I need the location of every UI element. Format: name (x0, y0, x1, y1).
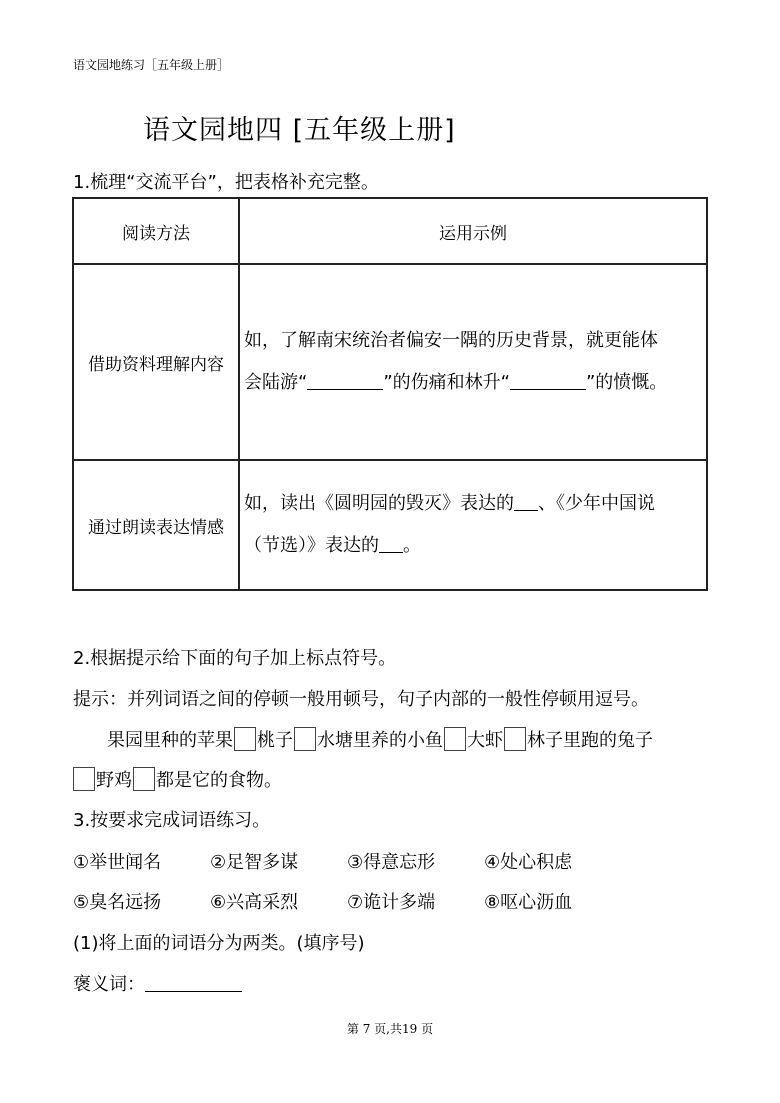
answer-label: 褒义词： (73, 974, 145, 995)
example-line (244, 362, 706, 404)
example-text: ”的伤痛和林升“ (383, 372, 510, 393)
page-footer: 第 7 页,共19 页 (346, 1022, 434, 1036)
table-row (73, 460, 707, 590)
sentence-fragment: 都是它的食物。 (156, 770, 282, 791)
punctuation-box[interactable] (133, 767, 155, 791)
answer-blank[interactable] (145, 973, 242, 992)
page-header: 语文园地练习［五年级上册］ (73, 58, 230, 72)
reading-method-table (72, 197, 708, 591)
question-3-sub-1: (1)将上面的词语分为两类。(填序号) (73, 933, 365, 954)
punctuation-box[interactable] (294, 727, 316, 751)
sentence-fragment: 林子里跑的兔子 (527, 730, 653, 751)
example-text: ”的愤慨。 (585, 372, 668, 393)
idiom-row (73, 888, 621, 914)
table-header-row (73, 198, 707, 264)
example-cell (239, 264, 707, 460)
punctuation-box[interactable] (234, 727, 256, 751)
fill-blank[interactable] (510, 371, 586, 390)
punctuation-box[interactable] (444, 727, 466, 751)
idiom-row (73, 848, 621, 874)
example-text: 、《少年中国说 (538, 493, 655, 514)
sentence-fragment: 水塘里养的小鱼 (317, 730, 443, 751)
method-cell: 借助资料理解内容 (73, 264, 239, 460)
table-row (73, 264, 707, 460)
fill-blank[interactable] (379, 534, 403, 553)
punctuation-sentence-line-1 (107, 726, 653, 752)
column-header: 阅读方法 (73, 198, 239, 264)
page-title: 语文园地四 [五年级上册] (143, 115, 456, 146)
question-3-prompt: 3.按要求完成词语练习。 (73, 810, 271, 831)
punctuation-box[interactable] (73, 767, 95, 791)
example-text: 会陆游“ (244, 372, 308, 393)
sentence-fragment: 野鸡 (96, 770, 132, 791)
idiom-item: ⑤臭名远扬 (73, 892, 162, 913)
idiom-item: ⑦诡计多端 (347, 892, 436, 913)
sentence-fragment: 桃子 (257, 730, 293, 751)
answer-line (73, 970, 242, 996)
fill-blank[interactable] (514, 492, 538, 511)
example-cell (239, 460, 707, 590)
example-line: 如，了解南宋统治者偏安一隅的历史背景，就更能体 (244, 330, 658, 351)
column-header: 运用示例 (239, 198, 707, 264)
example-text: （节选）》表达的 (244, 535, 379, 556)
method-cell: 通过朗读表达情感 (73, 460, 239, 590)
question-1-prompt: 1.梳理“交流平台”，把表格补充完整。 (73, 172, 379, 193)
sentence-fragment: 果园里种的苹果 (107, 730, 233, 751)
example-line (244, 483, 706, 525)
idiom-item: ④处心积虑 (484, 852, 573, 873)
idiom-item: ②足智多谋 (210, 852, 299, 873)
idiom-item: ①举世闻名 (73, 852, 162, 873)
idiom-item: ⑥兴高采烈 (210, 892, 299, 913)
question-2-prompt: 2.根据提示给下面的句子加上标点符号。 (73, 648, 397, 669)
example-line (244, 525, 706, 567)
fill-blank[interactable] (307, 371, 383, 390)
question-2-hint: 提示：并列词语之间的停顿一般用顿号，句子内部的一般性停顿用逗号。 (73, 689, 649, 710)
idiom-item: ③得意忘形 (347, 852, 436, 873)
punctuation-sentence-line-2 (72, 766, 282, 792)
punctuation-box[interactable] (504, 727, 526, 751)
example-text: 如，读出《圆明园的毁灭》表达的 (244, 493, 514, 514)
idiom-item: ⑧呕心沥血 (484, 892, 573, 913)
example-text: 。 (403, 535, 421, 556)
sentence-fragment: 大虾 (467, 730, 503, 751)
